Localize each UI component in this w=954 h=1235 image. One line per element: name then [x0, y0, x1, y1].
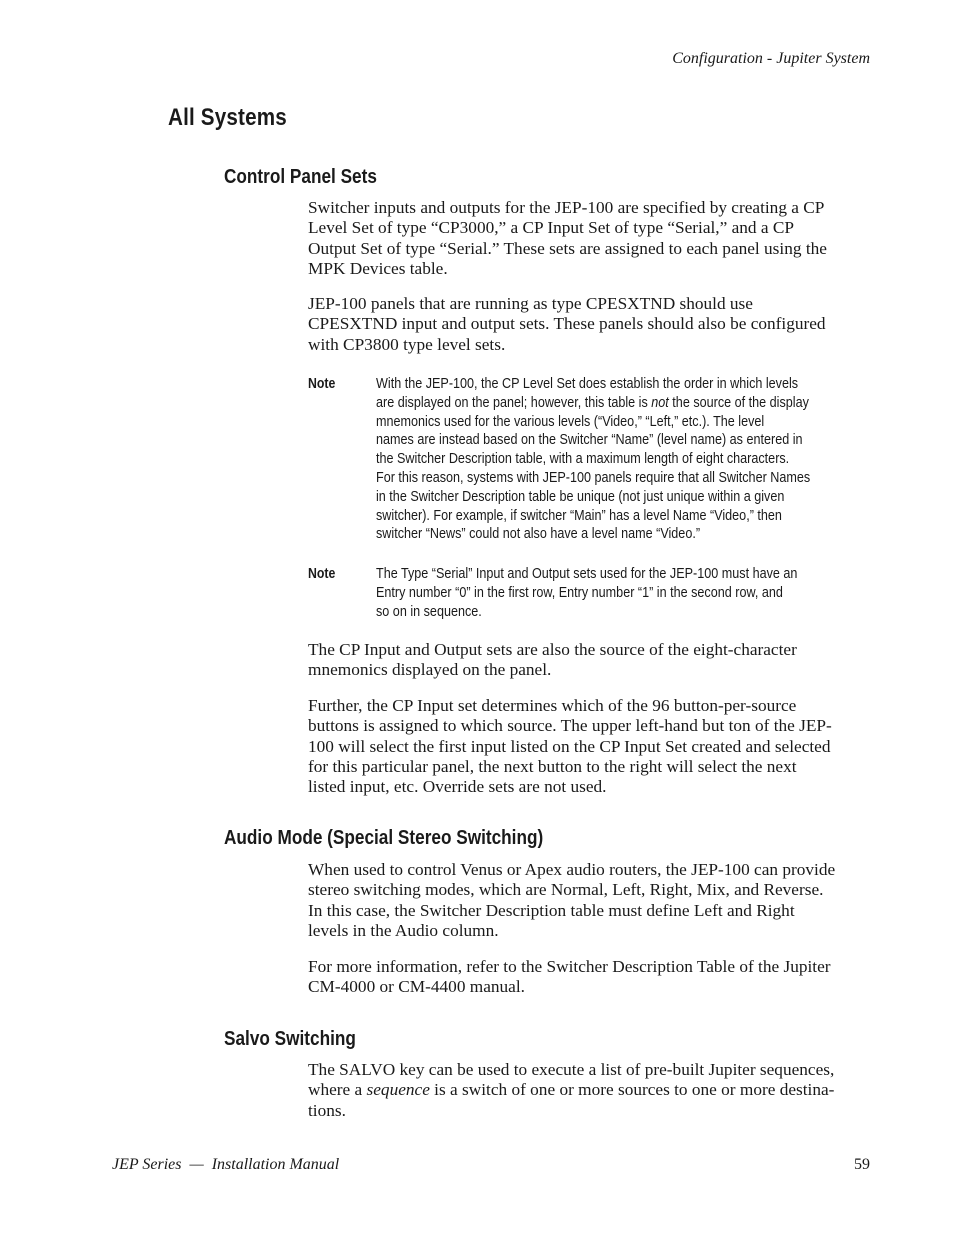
running-head: Configuration - Jupiter System — [672, 50, 870, 67]
subsection-heading-audio-mode: Audio Mode (Special Stereo Switching) — [224, 827, 544, 849]
note-label: Note — [308, 565, 336, 582]
paragraph: The CP Input and Output sets are also the source of the eight-character mnemonics displayed on the panel. — [308, 640, 797, 680]
paragraph: JEP-100 panels that are running as type CPESXTND should use CPESXTND input and output sets. These panels should also be configured with CP3800 type level sets. — [308, 294, 826, 354]
subsection-heading-control-panel-sets: Control Panel Sets — [224, 166, 377, 188]
paragraph: The SALVO key can be used to execute a list of pre-built Jupiter sequences, where a sequence is a switch of one or more sources to one or more destina- tions. — [308, 1060, 835, 1120]
footer-title: JEP Series — Installation Manual — [112, 1156, 340, 1173]
paragraph: Further, the CP Input set determines which of the 96 button-per-source buttons is assigned to which source. The upper left-hand but ton of the JEP- 100 will select the first input listed on the CP Input Set created and selected for this particular panel, the next button to the right will select the next listed input, etc. Override sets are not used. — [308, 696, 832, 797]
paragraph: When used to control Venus or Apex audio routers, the JEP-100 can provide stereo switching modes, which are Normal, Left, Right, Mix, and Reverse. In this case, the Switcher Description table must define Left and Right levels in the Audio column. — [308, 860, 836, 940]
paragraph: Switcher inputs and outputs for the JEP-100 are specified by creating a CP Level Set of type “CP3000,” a CP Input Set of type “Serial,” and a CP Output Set of type “Serial.” These sets are assigned to each panel using the MPK Devices table. — [308, 198, 827, 278]
subsection-heading-salvo-switching: Salvo Switching — [224, 1028, 356, 1050]
paragraph: For more information, refer to the Switcher Description Table of the Jupiter CM-4000 or CM-4400 manual. — [308, 957, 831, 997]
note-text: The Type “Serial” Input and Output sets used for the JEP-100 must have an Entry number “0” in the first row, Entry number “1” in the second row, and so on in sequence. — [376, 565, 798, 620]
note-text: With the JEP-100, the CP Level Set does establish the order in which levels are displayed on the panel; however, this table is not the source of the display mnemonics used for the various levels (“Video,” “Left,” etc.). The level names are instead based on the Switcher “Name” (level name) as entered in the Switcher Description table, with a maximum length of eight characters. For this reason, systems with JEP-100 panels require that all Switcher Names in the Switcher Description table be unique (not just unique within a given switcher). For example, if switcher “Main” has a level Name “Video,” then switcher “News” could not also have a level name “Video.” — [376, 375, 811, 543]
note-label: Note — [308, 375, 336, 392]
page-number: 59 — [854, 1156, 870, 1173]
section-title: All Systems — [168, 104, 287, 131]
